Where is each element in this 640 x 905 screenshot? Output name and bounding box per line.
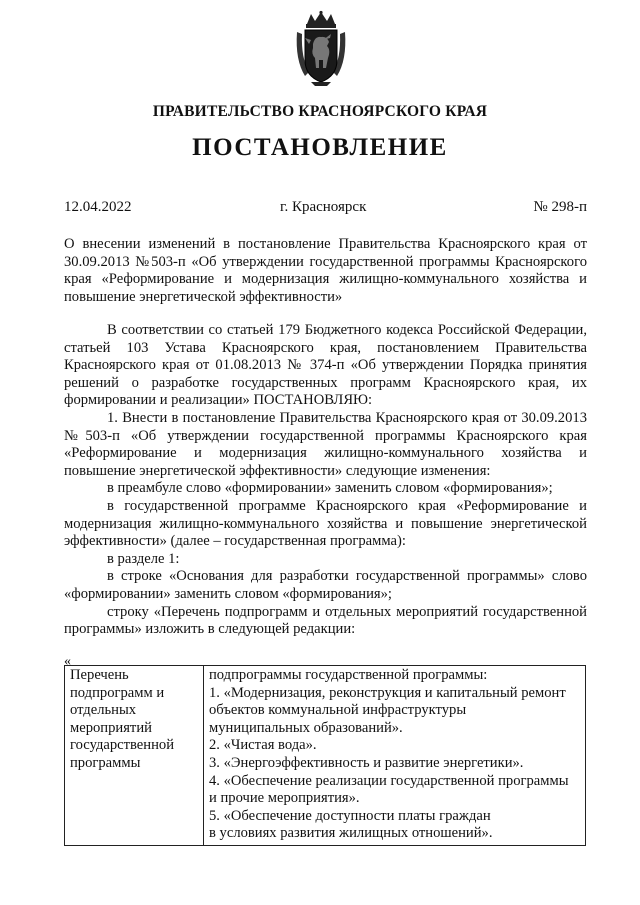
left-cell-line: программы bbox=[70, 754, 141, 771]
document-subject: О внесении изменений в постановление Правительства Красноярского края от 30.09.2013 №503-п «Об утверждении государственной программы Красноярского края «Реформирование и модернизация жилищно-коммунального хозяйства и повышение энергетической эффективности» bbox=[64, 236, 587, 305]
right-cell-line: муниципальных образований». bbox=[209, 719, 403, 736]
body-paragraph: 1. Внести в постановление Правительства Красноярского края от 30.09.2013 №503-п «Об утверждении государственной программы Красноярского края «Реформирование и модернизация жилищно-коммунального хозяйства и повышение энергетической эффективности» следующие изменения: bbox=[64, 409, 587, 479]
coat-of-arms-emblem bbox=[293, 10, 349, 88]
right-cell-line: объектов коммунальной инфраструктуры bbox=[209, 702, 467, 719]
left-cell-line: мероприятий bbox=[70, 719, 152, 736]
table-left-cell bbox=[65, 666, 204, 846]
right-cell-line: 5. «Обеспечение доступности платы граждан bbox=[209, 807, 491, 824]
right-cell-line: и прочие мероприятия». bbox=[209, 790, 360, 807]
right-cell-line: в условиях развития жилищных отношений». bbox=[209, 825, 493, 842]
body-paragraph: в государственной программе Красноярского края «Реформирование и модернизация жилищно-коммунального хозяйства и повышение энергетической эффективности» (далее – государственная программа): bbox=[64, 497, 587, 550]
government-name: ПРАВИТЕЛЬСТВО КРАСНОЯРСКОГО КРАЯ bbox=[152, 103, 488, 120]
opening-quote-mark: « bbox=[64, 654, 71, 669]
document-meta-row bbox=[64, 199, 587, 219]
left-cell-line: государственной bbox=[70, 737, 175, 754]
body-paragraph: строку «Перечень подпрограмм и отдельных мероприятий государственной программы» изложить в следующей редакции: bbox=[64, 603, 587, 638]
right-cell-line: 2. «Чистая вода». bbox=[209, 737, 317, 754]
body-paragraph: в преамбуле слово «формировании» заменить словом «формирования»; bbox=[107, 480, 553, 497]
body-paragraph: В соответствии со статьей 179 Бюджетного кодекса Российской Федерации, статьей 103 Устава Красноярского края, постановлением Правительства Красноярского края от 01.08.2013 № 374-п «Об утверждении Порядка принятия решений о разработке государственных программ Красноярского края, их формировании и реализации» ПОСТАНОВЛЯЮ: bbox=[64, 322, 587, 409]
right-cell-line: 1. «Модернизация, реконструкция и капитальный ремонт bbox=[209, 684, 566, 701]
right-cell-line: подпрограммы государственной программы: bbox=[209, 667, 488, 683]
document-body bbox=[64, 322, 587, 639]
document-city: г. Красноярск bbox=[280, 199, 367, 215]
right-cell-line: 4. «Обеспечение реализации государственной программы bbox=[209, 772, 569, 789]
document-date: 12.04.2022 bbox=[64, 199, 132, 215]
body-paragraph: в строке «Основания для разработки государственной программы» слово «формировании» заменить словом «формирования»; bbox=[64, 568, 587, 602]
body-paragraph: в разделе 1: bbox=[107, 550, 180, 567]
table-right-cell bbox=[204, 666, 586, 846]
table-row bbox=[65, 666, 586, 846]
left-cell-line: Перечень bbox=[70, 667, 129, 683]
program-table bbox=[64, 665, 586, 846]
right-cell-line: 3. «Энергоэффективность и развитие энергетики». bbox=[209, 754, 524, 771]
document-type-title: ПОСТАНОВЛЕНИЕ bbox=[192, 134, 448, 161]
document-number: № 298-п bbox=[533, 199, 587, 215]
left-cell-line: отдельных bbox=[70, 702, 137, 719]
left-cell-line: подпрограмм и bbox=[70, 684, 165, 701]
